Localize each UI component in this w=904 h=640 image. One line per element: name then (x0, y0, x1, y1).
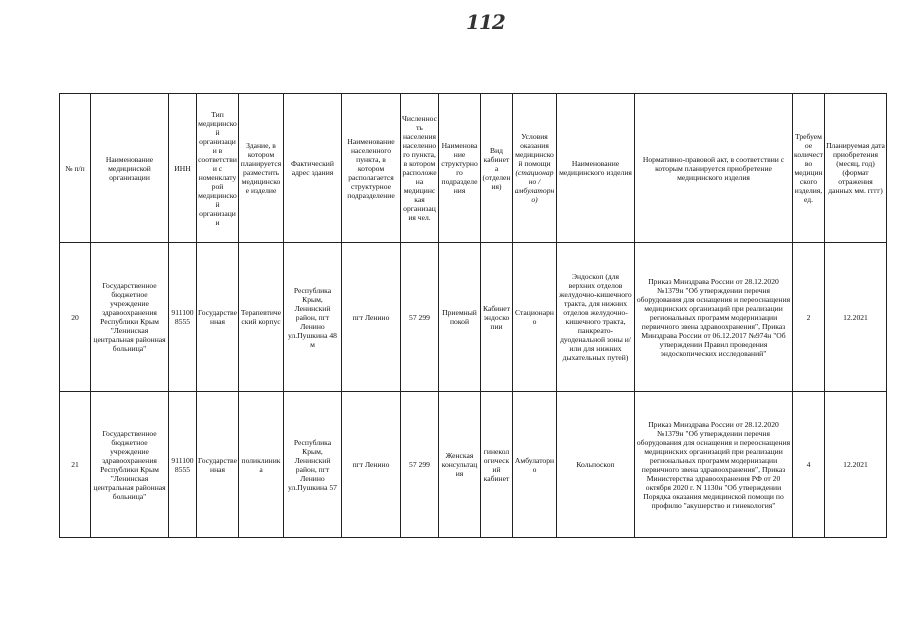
cell-org-name: Государственное бюджетное учреждение здравоохранения Республики Крым "Ленинская центральная районная больница" (91, 243, 169, 392)
cell-inn: 9111008555 (169, 392, 197, 538)
header-inn: ИНН (169, 94, 197, 243)
cell-org-type: Государственная (197, 243, 239, 392)
cell-device: Эндоскоп (для верхних отделов желудочно-кишечного тракта, для нижних отделов желудочно-кишечного тракта, панкреато-дуоденальной зоны и/или для нижних дыхательных путей) (557, 243, 635, 392)
cell-conditions: Амбулаторно (513, 392, 557, 538)
cell-num: 20 (60, 243, 91, 392)
header-unit-name: Наименование структурного подразделения (439, 94, 481, 243)
cell-population: 57 299 (401, 392, 439, 538)
page-number: 112 (466, 10, 505, 34)
header-address: Фактический адрес здания (284, 94, 342, 243)
header-legal-act: Нормативно-правовой акт, в соответствии с которым планируется приобретение медицинского изделия (635, 94, 793, 243)
cell-population: 57 299 (401, 243, 439, 392)
cell-date: 12.2021 (825, 392, 887, 538)
cell-building: Терапевтический корпус (239, 243, 284, 392)
header-num: № п/п (60, 94, 91, 243)
table-row (60, 392, 887, 538)
header-date: Планируемая дата приобретения (месяц, год) (формат отражения данных мм. гггг) (825, 94, 887, 243)
cell-date: 12.2021 (825, 243, 887, 392)
cell-inn: 9111008555 (169, 243, 197, 392)
cell-org-type: Государственная (197, 392, 239, 538)
cell-num: 21 (60, 392, 91, 538)
header-device: Наименование медицинского изделия (557, 94, 635, 243)
cell-quantity: 4 (793, 392, 825, 538)
header-conditions-sub: (стационарно / амбулаторно) (514, 168, 555, 204)
cell-building: поликлиника (239, 392, 284, 538)
cell-settlement: пгт Ленино (342, 243, 401, 392)
header-org-name: Наименование медицинской организации (91, 94, 169, 243)
cell-unit-name: Женская консультация (439, 392, 481, 538)
cell-device: Кольпоскоп (557, 392, 635, 538)
header-settlement: Наименование населенного пункта, в котором располагается структурное подразделение (342, 94, 401, 243)
cell-unit-name: Приемный покой (439, 243, 481, 392)
cell-conditions: Стационарно (513, 243, 557, 392)
equipment-table (59, 93, 887, 538)
header-conditions (513, 94, 557, 243)
cell-org-name: Государственное бюджетное учреждение здравоохранения Республики Крым "Ленинская центральная районная больница" (91, 392, 169, 538)
cell-quantity: 2 (793, 243, 825, 392)
table-row (60, 243, 887, 392)
header-cabinet: Вид кабинета (отделения) (481, 94, 513, 243)
cell-legal-act: Приказ Минздрава России от 28.12.2020 №1379н "Об утверждении перечня оборудования для оснащения и переоснащения медицинских организаций при реализации региональных программ модернизации первичного звена здравоохранения", Приказ Министерства здравоохранения РФ от 20 октября 2020 г. N 1130н "Об утверждении Порядка оказания медицинской помощи по профилю "акушерство и гинекология" (635, 392, 793, 538)
header-building: Здание, в котором планируется разместить медицинское изделие (239, 94, 284, 243)
header-quantity: Требуемое количество медицинского изделия, ед. (793, 94, 825, 243)
header-conditions-main: Условия оказания медицинской помощи (515, 132, 554, 168)
cell-address: Республика Крым, Ленинский район, пгт Ленино ул.Пушкина 48 м (284, 243, 342, 392)
cell-settlement: пгт Ленино (342, 392, 401, 538)
cell-legal-act: Приказ Минздрава России от 28.12.2020 №1379н "Об утверждении перечня оборудования для оснащения и переоснащения медицинских организаций при реализации региональных программ модернизации первичного звена здравоохранения", Приказ Минздрава России от 06.12.2017 №974н "Об утверждении Правил проведения эндоскопических исследований" (635, 243, 793, 392)
header-org-type: Тип медицинской организации в соответствии с номенклатурой медицинской организации (197, 94, 239, 243)
cell-cabinet: гинекологический кабинет (481, 392, 513, 538)
cell-address: Республика Крым, Ленинский район, пгт Ленино ул.Пушкина 57 (284, 392, 342, 538)
table-header-row (60, 94, 887, 243)
cell-cabinet: Кабинет эндоскопии (481, 243, 513, 392)
header-population: Численность населения населенного пункта, в котором расположена медицинская организация чел. (401, 94, 439, 243)
